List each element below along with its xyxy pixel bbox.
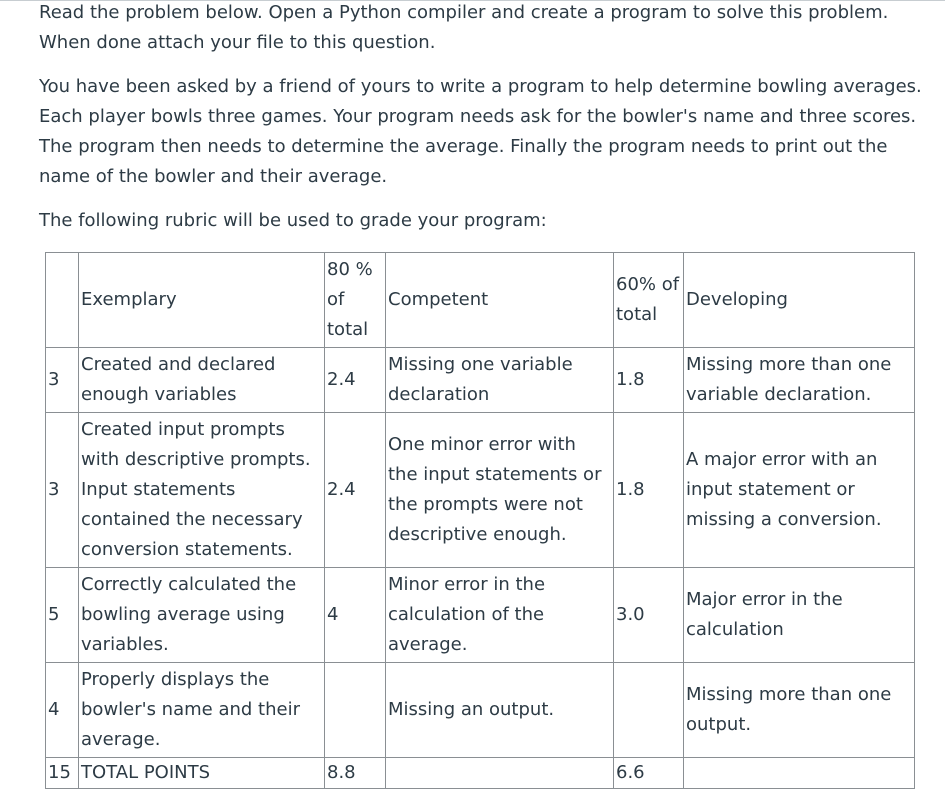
row-points-cell: 4 <box>46 663 79 758</box>
row-competent-score-cell: 1.8 <box>614 413 684 568</box>
total-competent-cell <box>386 758 614 789</box>
total-exemplary-score-cell: 8.8 <box>325 758 386 789</box>
row-competent-score-cell <box>614 663 684 758</box>
header-developing-cell: Developing <box>684 253 915 348</box>
problem-paragraph: You have been asked by a friend of yours to write a program to help determine bowling averages. Each player bowls three games. Your program needs ask for the bowler's name and three scores. The program then needs to determine the average. Finally the program needs to print out the name of the bowler and their average. <box>39 76 922 187</box>
header-exemplary-cell: Exemplary <box>79 253 325 348</box>
row-exemplary-cell: Created input prompts with descriptive prompts. Input statements contained the necessary conversion statements. <box>79 413 325 568</box>
total-developing-cell <box>684 758 915 789</box>
row-points-cell: 3 <box>46 348 79 413</box>
rubric-row-output <box>46 663 915 758</box>
row-competent-cell: Minor error in the calculation of the average. <box>386 568 614 663</box>
header-competent-cell: Competent <box>386 253 614 348</box>
row-exemplary-cell: Correctly calculated the bowling average using variables. <box>79 568 325 663</box>
row-competent-cell: One minor error with the input statements or the prompts were not descriptive enough. <box>386 413 614 568</box>
row-developing-cell: Missing more than one variable declaration. <box>684 348 915 413</box>
row-competent-cell: Missing an output. <box>386 663 614 758</box>
row-competent-score-cell: 1.8 <box>614 348 684 413</box>
row-competent-cell: Missing one variable declaration <box>386 348 614 413</box>
rubric-row-input-prompts <box>46 413 915 568</box>
row-developing-cell: A major error with an input statement or missing a conversion. <box>684 413 915 568</box>
rubric-intro-paragraph: The following rubric will be used to grade your program: <box>39 210 547 231</box>
row-points-cell: 3 <box>46 413 79 568</box>
row-exemplary-score-cell: 4 <box>325 568 386 663</box>
row-exemplary-cell: Properly displays the bowler's name and their average. <box>79 663 325 758</box>
total-competent-score-cell: 6.6 <box>614 758 684 789</box>
total-label-cell: TOTAL POINTS <box>79 758 325 789</box>
row-exemplary-score-cell: 2.4 <box>325 413 386 568</box>
row-exemplary-score-cell <box>325 663 386 758</box>
rubric-row-variables <box>46 348 915 413</box>
rubric-header-row <box>46 253 915 348</box>
header-points-cell <box>46 253 79 348</box>
row-competent-score-cell: 3.0 <box>614 568 684 663</box>
row-exemplary-score-cell: 2.4 <box>325 348 386 413</box>
row-developing-cell: Major error in the calculation <box>684 568 915 663</box>
total-points-cell: 15 <box>46 758 79 789</box>
rubric-row-calculation <box>46 568 915 663</box>
rubric-table <box>45 252 915 789</box>
row-points-cell: 5 <box>46 568 79 663</box>
row-developing-cell: Missing more than one output. <box>684 663 915 758</box>
rubric-total-row <box>46 758 915 789</box>
header-competent-pct-cell: 60% of total <box>614 253 684 348</box>
row-exemplary-cell: Created and declared enough variables <box>79 348 325 413</box>
header-exemplary-pct-cell: 80 % of total <box>325 253 386 348</box>
instructions-paragraph: Read the problem below. Open a Python compiler and create a program to solve this problem. When done attach your file to this question. <box>39 2 889 53</box>
